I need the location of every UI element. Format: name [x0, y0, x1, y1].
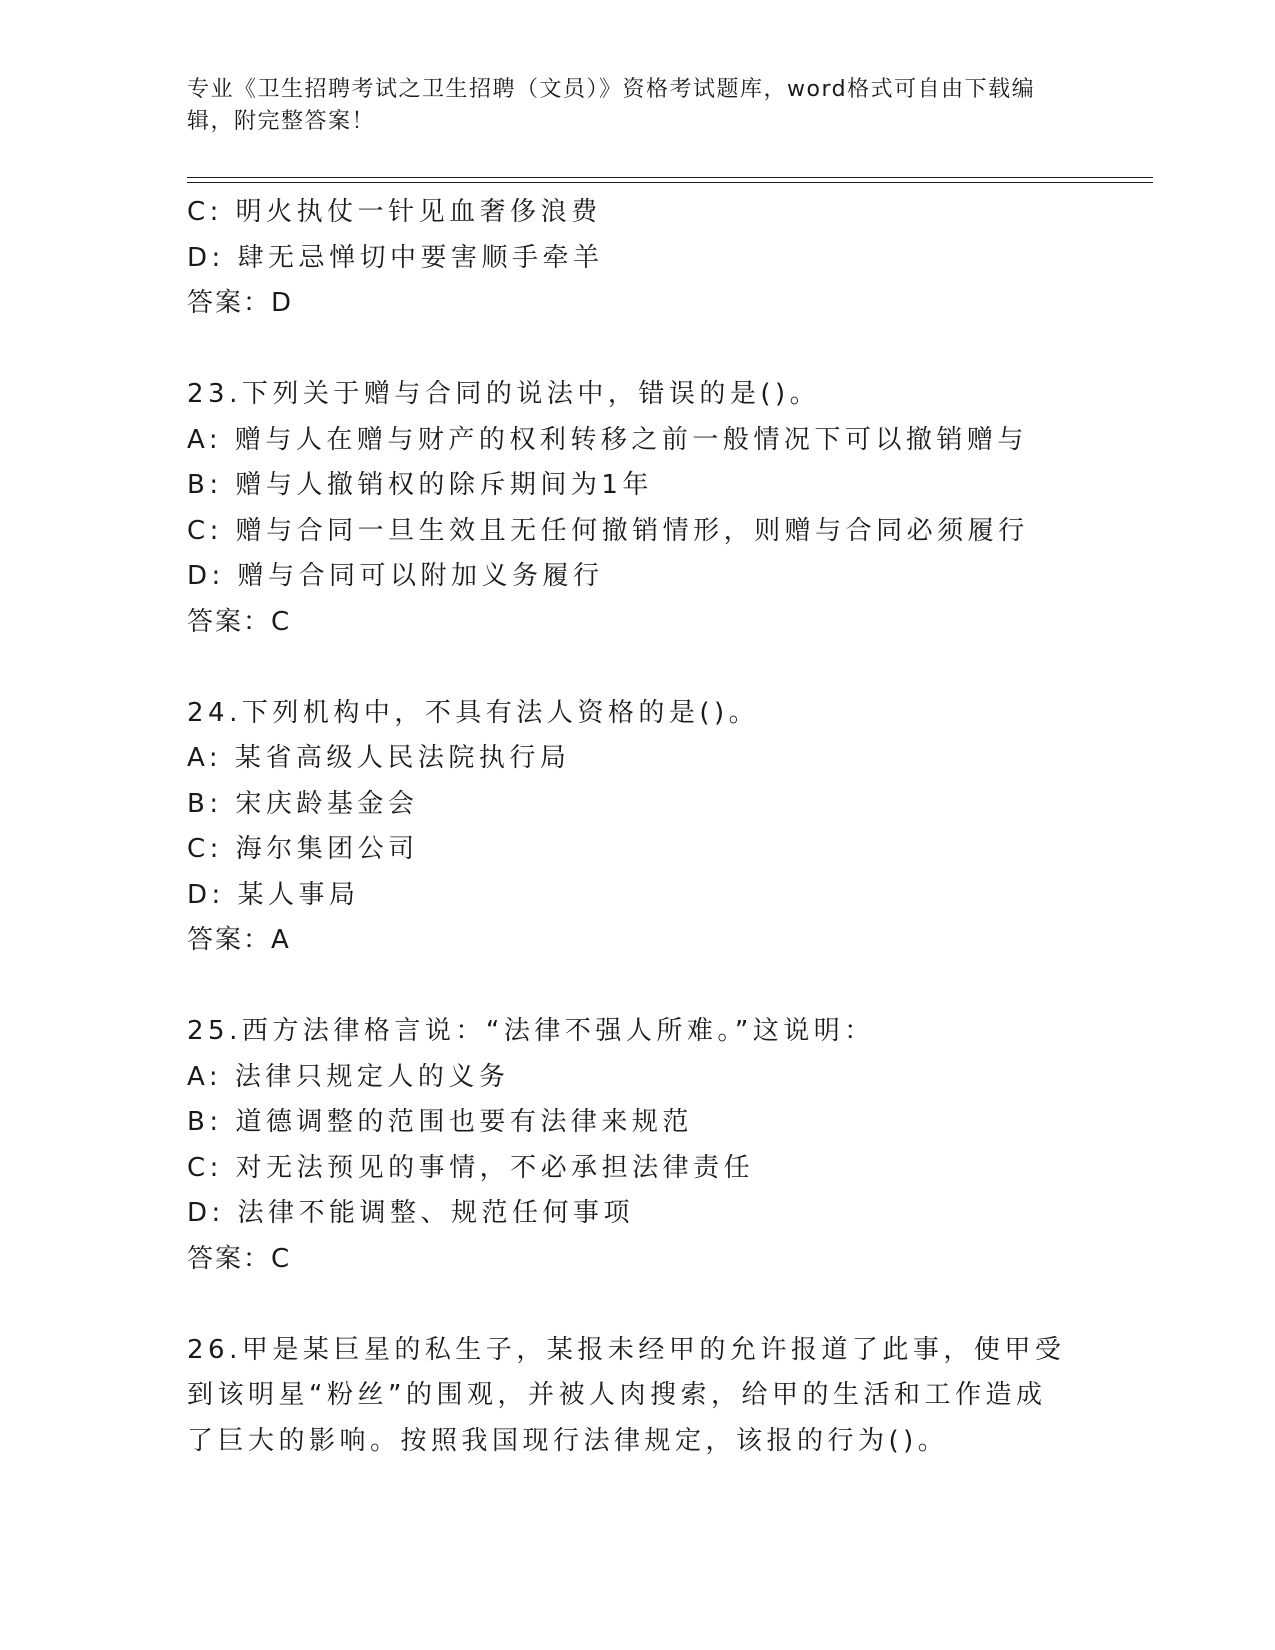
question-stem: 26.甲是某巨星的私生子，某报未经甲的允许报道了此事，使甲受到该明星“粉丝”的围观，并被人肉搜索，给甲的生活和工作造成了巨大的影响。按照我国现行法律规定，该报的行为()。	[187, 1334, 1066, 1456]
option-d: D: 赠与合同可以附加义务履行	[187, 561, 604, 591]
option-c: C: 海尔集团公司	[187, 834, 419, 864]
spacer	[187, 645, 1087, 691]
question-content	[187, 190, 1087, 1464]
question-23	[187, 372, 1087, 645]
question-stem: 24.下列机构中，不具有法人资格的是()。	[187, 697, 760, 728]
answer-line: 答案：D	[187, 288, 294, 318]
header-divider-top	[187, 177, 1153, 178]
spacer	[187, 1282, 1087, 1328]
option-b: B: 赠与人撤销权的除斥期间为1年	[187, 470, 653, 500]
option-d: D: 某人事局	[187, 879, 360, 910]
option-b: B: 道德调整的范围也要有法律来规范	[187, 1107, 693, 1137]
spacer	[187, 964, 1087, 1010]
question-25	[187, 1009, 1087, 1282]
option-c: C: 明火执仗一针见血奢侈浪费	[187, 197, 602, 227]
document-header: 专业《卫生招聘考试之卫生招聘（文员）》资格考试题库，word格式可自由下载编辑，附完整答案！	[187, 77, 1036, 134]
option-c: C: 赠与合同一旦生效且无任何撤销情形，则赠与合同必须履行	[187, 515, 1029, 546]
option-b: B: 宋庆龄基金会	[187, 788, 419, 819]
spacer	[187, 327, 1087, 373]
option-a: A: 赠与人在赠与财产的权利转移之前一般情况下可以撤销赠与	[187, 424, 1028, 455]
question-24	[187, 691, 1087, 964]
header-divider-bottom	[187, 182, 1153, 183]
question-stem: 25.西方法律格言说：“法律不强人所难。”这说明：	[187, 1016, 875, 1046]
option-c: C: 对无法预见的事情，不必承担法律责任	[187, 1152, 755, 1183]
option-d: D: 法律不能调整、规范任何事项	[187, 1198, 635, 1228]
question-26	[187, 1328, 1087, 1465]
answer-line: 答案：A	[187, 925, 291, 955]
option-d: D: 肆无忌惮切中要害顺手牵羊	[187, 242, 604, 273]
previous-question-tail	[187, 190, 1087, 327]
question-stem: 23.下列关于赠与合同的说法中，错误的是()。	[187, 379, 821, 409]
answer-line: 答案：C	[187, 606, 292, 637]
answer-line: 答案：C	[187, 1243, 292, 1274]
option-a: A: 某省高级人民法院执行局	[187, 743, 571, 773]
option-a: A: 法律只规定人的义务	[187, 1061, 510, 1092]
